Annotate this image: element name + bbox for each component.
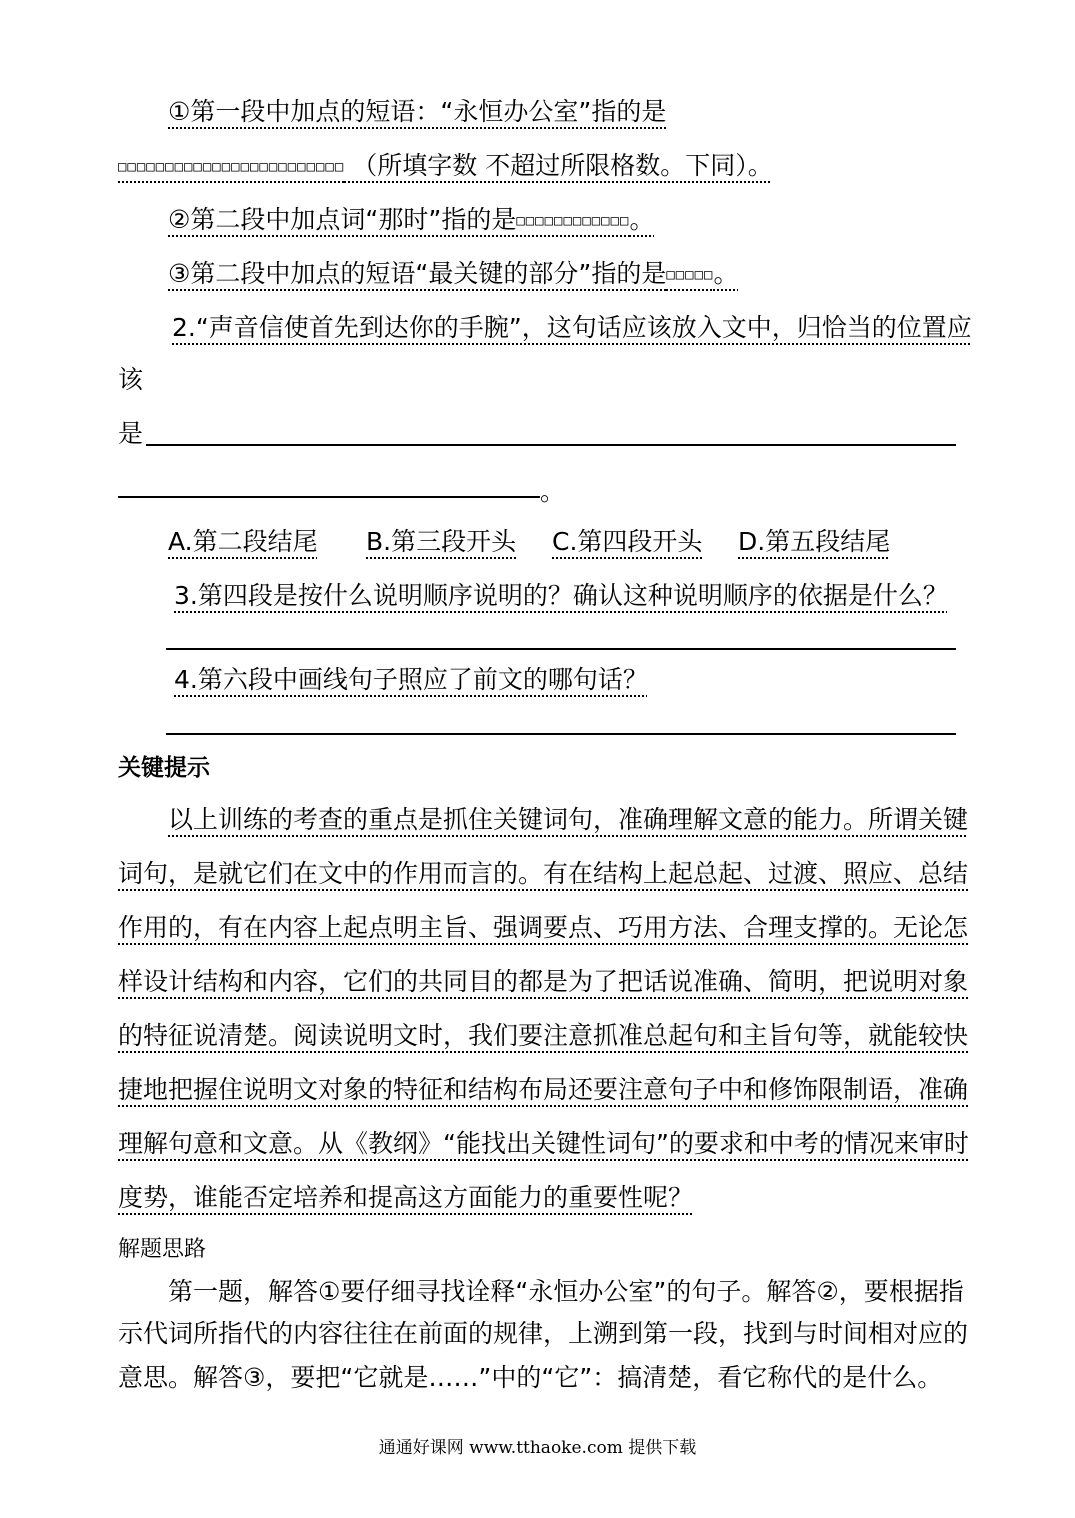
- q3-answer-line[interactable]: [166, 648, 956, 650]
- q2-line1: 2.“声音信使首先到达你的手腕”，这句话应该放入文中，归恰当的位置应: [172, 313, 972, 342]
- q1-item1-note: （所填字数 不超过所限格数。下同）。: [352, 151, 773, 180]
- q2-option-b: B.第三段开头: [366, 527, 517, 556]
- q2-option-d: D.第五段结尾: [738, 527, 891, 556]
- q2-answer-line-2[interactable]: [118, 496, 540, 498]
- q1-item2-text: ②第二段中加点词“那时”指的是: [168, 205, 517, 234]
- q1-item3-answer-boxes: □□□□□: [666, 267, 714, 283]
- q1-item2-answer-boxes: □□□□□□□□□□□□: [516, 213, 630, 229]
- key-tips-line: 的特征说清楚。阅读说明文时，我们要注意抓准总起句和主旨句等，就能较快: [118, 1021, 969, 1050]
- q1-item3: [168, 258, 739, 291]
- q4-answer-line[interactable]: [166, 733, 956, 735]
- q1-item2: [168, 204, 655, 237]
- key-tips-line: 样设计结构和内容，它们的共同目的都是为了把话说准确、简明，把说明对象: [118, 967, 969, 996]
- solution-line: 示代词所指代的内容往往在前面的规律，上溯到第一段，找到与时间相对应的: [118, 1319, 969, 1348]
- q4-text: 4.第六段中画线句子照应了前文的哪句话？: [174, 665, 648, 694]
- q1-item3-end: 。: [713, 259, 739, 288]
- key-tips-line: 捷地把握住说明文对象的特征和结构布局还要注意句子中和修饰限制语，准确: [118, 1075, 969, 1104]
- q2-line2: 该: [118, 365, 144, 394]
- solution-line: 意思。解答③，要把“它就是……”中的“它”：搞清楚，看它称代的是什么。: [118, 1363, 943, 1392]
- q3-text: 3.第四段是按什么说明顺序说明的？确认这种说明顺序的依据是什么？: [174, 581, 948, 610]
- key-tips-line: 度势，谁能否定培养和提高这方面能力的重要性呢？: [118, 1183, 694, 1212]
- page-footer: 通通好课网 www.tthaoke.com 提供下载: [378, 1438, 697, 1458]
- key-tips-line: 以上训练的考查的重点是抓住关键词句，准确理解文意的能力。所谓关键: [168, 805, 969, 834]
- q2-option-a: A.第二段结尾: [168, 527, 318, 556]
- q1-item3-text: ③第二段中加点的短语“最关键的部分”指的是: [168, 259, 667, 288]
- q1-item2-end: 。: [629, 205, 655, 234]
- key-tips-line: 词句，是就它们在文中的作用而言的。有在结构上起总起、过渡、照应、总结: [118, 859, 969, 888]
- key-tips-heading: 关键提示: [118, 755, 210, 781]
- solution-line: 第一题，解答①要仔细寻找诠释“永恒办公室”的句子。解答②，要根据指: [168, 1277, 964, 1306]
- q2-answer-line-1[interactable]: [146, 444, 956, 446]
- q2-line4-end: 。: [540, 477, 566, 506]
- q2-line3: 是: [118, 419, 144, 448]
- q1-item1-line1: ①第一段中加点的短语：“永恒办公室”指的是: [168, 97, 667, 126]
- q2-option-c: C.第四段开头: [552, 527, 703, 556]
- key-tips-line: 作用的，有在内容上起点明主旨、强调要点、巧用方法、合理支撑的。无论怎: [118, 913, 969, 942]
- solution-heading: 解题思路: [118, 1237, 207, 1262]
- q1-item1-line2: [118, 150, 773, 183]
- key-tips-line: 理解句意和文意。从《教纲》“能找出关键性词句”的要求和中考的情况来审时: [118, 1129, 969, 1158]
- q1-item1-answer-boxes: □□□□□□□□□□□□□□□□□□□□□□□□: [118, 159, 345, 175]
